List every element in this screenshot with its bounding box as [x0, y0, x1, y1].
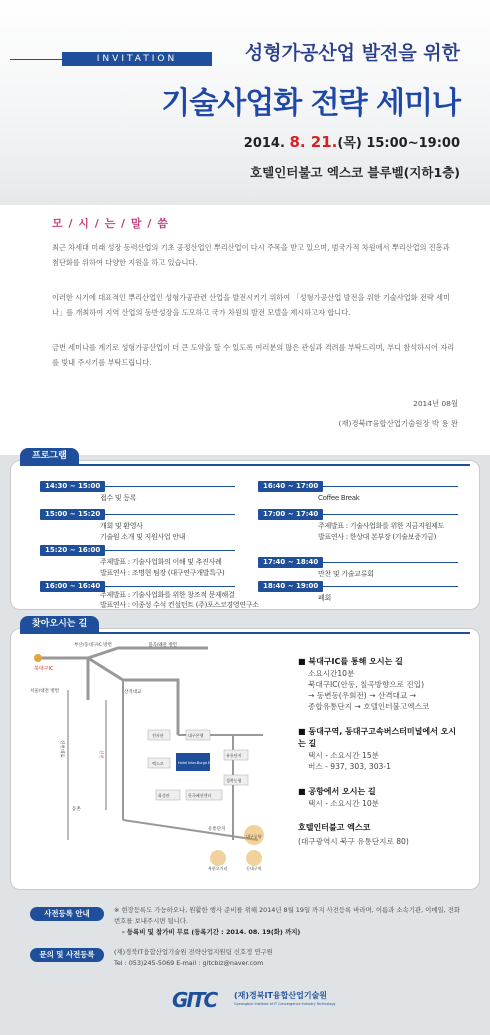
location-map — [28, 640, 278, 880]
program-time: 17:00 ~ 17:40 — [258, 509, 323, 520]
time-line — [105, 550, 235, 551]
route-detail: 버스 - 937, 303, 303-1 — [308, 762, 391, 771]
map-label: 엑스코 — [152, 761, 164, 766]
route-heading: ■ 공항에서 오시는 길 — [298, 787, 376, 796]
org-eng: Gyeongbuk Institute of IT Convergence Industry Technology — [234, 1002, 336, 1006]
program-item: 개회 및 환영사 — [100, 522, 143, 530]
program-tab: 프로그램 — [20, 448, 79, 464]
program-item: 주제발표 : 기술사업화를 위한 창조적 문제해결 — [100, 591, 235, 599]
time-line — [323, 562, 458, 563]
route-detail: → 동변동(우회전) → 산격대교 → — [308, 691, 417, 700]
address-title: 호텔인터불고 엑스코 — [298, 823, 371, 832]
map-label: 동대구역 — [246, 866, 262, 871]
invitation-label: INVITATION — [62, 52, 212, 66]
time-line — [323, 586, 458, 587]
route-2 — [298, 726, 458, 772]
program-item: 주제발표 : 기술사업화를 위한 지금지원제도 — [318, 522, 445, 530]
program-tab-line — [20, 464, 470, 466]
program-time: 16:40 ~ 17:00 — [258, 481, 323, 492]
greeting-title: 모 / 시 / 는 / 말 / 씀 — [52, 217, 169, 230]
map-label: 동촌 — [72, 807, 81, 812]
program-time: 14:30 ~ 15:00 — [40, 481, 105, 492]
program-item: 만찬 및 기술교류회 — [318, 570, 374, 578]
greeting-signer: (재)경북IT융합산업기술원장 박 용 완 — [338, 419, 458, 428]
map-label: 북대구IC — [34, 666, 54, 672]
program-time: 18:40 ~ 19:00 — [258, 581, 323, 592]
event-date — [244, 132, 460, 151]
map-label: 대구은행 — [188, 733, 204, 738]
program-item: 기술원 소개 및 지원사업 안내 — [100, 533, 186, 541]
map-label: 부산/동대구IC 방면 — [74, 643, 112, 648]
program-item: 폐회 — [318, 594, 331, 602]
map-label: 경북농협 — [226, 778, 242, 783]
greeting-paragraph-1: 최근 차세대 미래 성장 동력산업의 기초 공정산업인 뿌리산업이 다시 주목을 받고 있으며, 범국가적 차원에서 뿌리산업의 진흥과 첨단화를 위하여 다양한 지원을 하고 있습니다. — [52, 243, 450, 267]
date-time: (목) 15:00~19:00 — [337, 136, 460, 151]
registration-note: - 등록비 및 참가비 무료 (등록기간 : 2014. 08. 19(화) 까지) — [122, 928, 301, 936]
address: (대구광역시 북구 유통단지로 80) — [298, 837, 409, 846]
program-item: 발표연사 : 조명현 팀장 (대구연구개발특구) — [100, 569, 225, 577]
title-line1: 성형가공산업 발전을 위한 — [244, 42, 460, 64]
event-venue: 호텔인터불고 엑스코 블루벨(지하1층) — [250, 165, 460, 180]
greeting-paragraph-3: 금번 세미나를 계기로 성형가공산업이 더 큰 도약을 할 수 있도록 여러분의 많은 관심과 격려를 부탁드리며, 부디 참석하시어 자리를 빛내 주시기를 부탁드립니다. — [52, 343, 455, 367]
directions-tab: 찾아오시는 길 — [20, 616, 99, 632]
route-detail: 택시 - 소요시간 10분 — [308, 799, 379, 808]
program-item: 접수 및 등록 — [100, 494, 137, 502]
map-label: 복현오거리 — [208, 866, 228, 871]
map-label: 신천대로 — [59, 740, 64, 758]
map-label: 산격대교 — [124, 690, 142, 695]
time-line — [105, 586, 235, 587]
greeting-paragraph-2: 이러한 시기에 대표적인 뿌리산업인 성형가공관련 산업을 발전시키기 위하여 「성형가공산업 발전을 위한 기술사업화 전략 세미나」를 개최하여 지역 산업의 동반성장을 도모하고 국가 차원의 발전 모델을 제시하고자 합니다. — [52, 293, 450, 317]
program-item: 발표연사 : 한상대 본부장 (기술보증기금) — [318, 533, 437, 541]
title-line2: 기술사업화 전략 세미나 — [161, 86, 460, 121]
map-hotel-label: Hotel Inter-Burgo EXCO — [178, 761, 218, 765]
route-detail: 택시 - 소요시간 15분 — [308, 751, 379, 760]
route-heading: ■ 동대구역, 동대구고속버스터미널에서 오시는 길 — [298, 727, 457, 748]
map-label: 칠곡/왜관 방면 — [148, 643, 178, 648]
program-item: 발표연사 : 이종성 수석 컨설턴트 (주)포스코경영연구소 — [100, 601, 259, 609]
registration-text: ※ 현장등록도 가능하오나, 원활한 행사 준비를 위해 2014년 8월 19일 까지 사전등록 바라며, 이름과 소속기관, 이메일, 전화번호를 보내주시면 됩니다. — [114, 906, 461, 925]
contact-tel: Tel : 053)245-5069 E-mail : gitcbiz@naver.com — [114, 959, 264, 967]
program-time: 16:00 ~ 16:40 — [40, 581, 105, 592]
greeting-date: 2014년 08월 — [413, 399, 458, 408]
program-item: 주제발표 : 기술사업화의 이해 및 추진사례 — [100, 558, 222, 566]
map-label: 서울/대전 방면 — [30, 689, 60, 694]
org-name: (재)경북IT융합산업기술원 — [234, 991, 328, 1000]
map-label: 신천 — [98, 750, 103, 759]
route-detail: 종합유통단지 → 호텔인터불고엑스코 — [308, 702, 430, 711]
date-prefix: 2014. — [243, 136, 285, 151]
contact-org: (재)경북IT융합산업기술원 전략산업지원팀 신호정 연구원 — [114, 948, 273, 956]
date-day: 8. 21. — [289, 133, 338, 151]
time-line — [323, 514, 458, 515]
registration-label: 사전등록 안내 — [30, 907, 104, 921]
map-label: 화성관 — [158, 793, 170, 798]
invitation-line — [10, 59, 62, 60]
map-label: 대구공항 — [246, 834, 262, 839]
route-detail: 소요시간10분 — [308, 669, 355, 678]
program-time: 15:20 ~ 16:00 — [40, 545, 105, 556]
map-label: 전자관 — [152, 733, 164, 738]
directions-tab-line — [20, 632, 470, 634]
map-label: 유통단지 — [226, 753, 242, 758]
contact-label: 문의 및 사전등록 — [30, 948, 104, 962]
route-3 — [298, 786, 478, 809]
map-label: 유통단지 — [208, 827, 226, 832]
footer-logo — [172, 988, 336, 1014]
time-line — [105, 514, 235, 515]
route-1 — [298, 656, 478, 712]
time-line — [105, 486, 235, 487]
gitc-logo: GITC — [172, 988, 217, 1012]
time-line — [323, 486, 458, 487]
map-label: 한국패션센터 — [188, 793, 212, 798]
program-time: 17:40 ~ 18:40 — [258, 557, 323, 568]
program-item: Coffee Break — [318, 494, 360, 502]
route-detail: 북대구IC(안동, 칠곡방향으로 진입) — [308, 680, 425, 689]
program-time: 15:00 ~ 15:20 — [40, 509, 105, 520]
route-heading: ■ 북대구IC를 통해 오시는 길 — [298, 657, 403, 666]
